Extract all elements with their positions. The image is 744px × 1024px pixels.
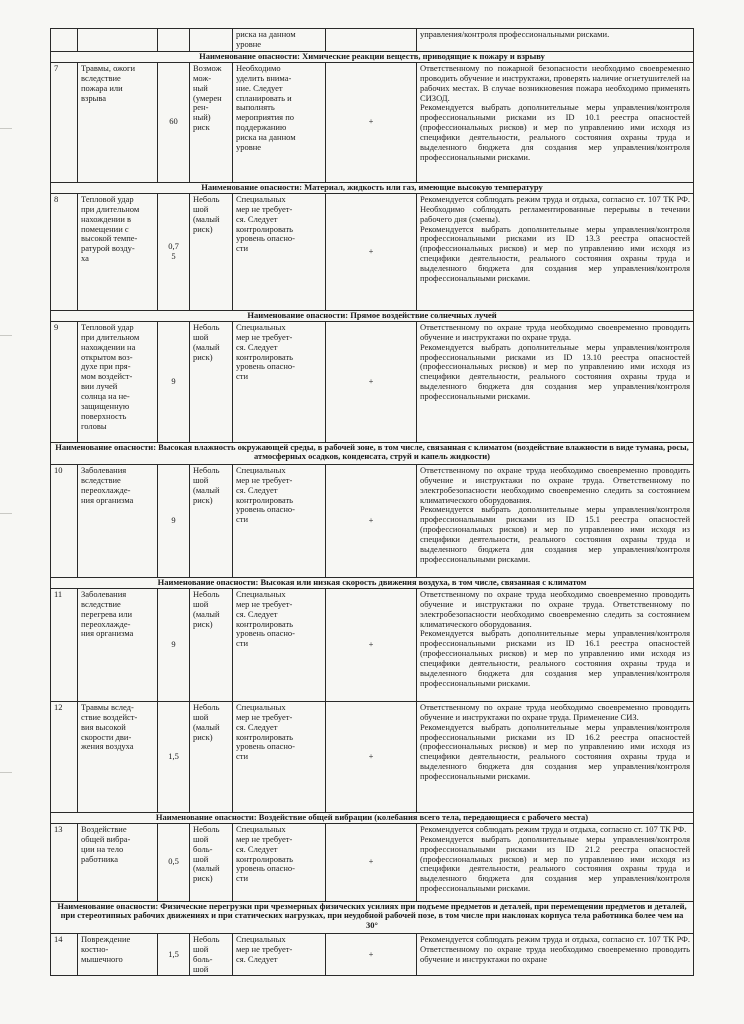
table-row: [51, 464, 694, 577]
section-title: Наименование опасности: Химические реакции веществ, приводящие к пожару и взрыву: [51, 51, 694, 62]
value-cell: 0,7 5: [158, 193, 190, 310]
level-cell: Неболь шой (малый риск): [190, 193, 233, 310]
section-header-row: [51, 182, 694, 193]
mark-cell: +: [326, 321, 417, 442]
section-title: Наименование опасности: Воздействие общей вибрации (колебания всего тела, передающиеся с рабочего места): [51, 812, 694, 823]
hazard-cell: Тепловой удар при длительном нахождении на открытом воз- духе при пря- мом воздейст- вии лучей солнца на не- защищенную поверхность головы: [78, 321, 158, 442]
measure-cell: Специальных мер не требует- ся. Следует контролировать уровень опасно- сти: [233, 588, 326, 701]
measure-cell: Специальных мер не требует- ся. Следует контролировать уровень опасно- сти: [233, 464, 326, 577]
row-num-cell: 11: [51, 588, 78, 701]
mark-cell: +: [326, 193, 417, 310]
table-row: [51, 29, 694, 52]
value-cell: [158, 29, 190, 52]
mark-cell: +: [326, 701, 417, 812]
row-num-cell: 8: [51, 193, 78, 310]
hazard-cell: Заболевания вследствие перегрева или переохлажде- ния организма: [78, 588, 158, 701]
mark-cell: +: [326, 823, 417, 901]
level-cell: Возмож мож- ный (умерен рен- ный) риск: [190, 62, 233, 182]
measure-cell: риска на данном уровне: [233, 29, 326, 52]
section-header-row: [51, 577, 694, 588]
section-header-row: [51, 901, 694, 933]
level-cell: Неболь шой боль- шой: [190, 933, 233, 976]
hazard-cell: Повреждение костно- мышечного: [78, 933, 158, 976]
recommendation-cell: Ответственному по пожарной безопасности необходимо своевременно проводить обучение и инструктажи, проверять наличие огнетушителей на рабочих местах. В случае возникновения пожара необходимо применять СИЗОД. Рекомендуется выбрать дополнительные меры управления/контроля профессиональными рисками из ID 10.1 реестра опасностей (профессиональных рисков) и мер по управлению ими исходя из специфики деятельности, реального состояния охраны труда и выделенного бюджета для создания мер управления/контроля профессиональными рисками.: [417, 62, 694, 182]
section-title: Наименование опасности: Прямое воздействие солнечных лучей: [51, 310, 694, 321]
section-header-row: [51, 442, 694, 464]
level-cell: Неболь шой (малый риск): [190, 701, 233, 812]
measure-cell: Специальных мер не требует- ся. Следует контролировать уровень опасно- сти: [233, 193, 326, 310]
measure-cell: Специальных мер не требует- ся. Следует: [233, 933, 326, 976]
mark-cell: +: [326, 588, 417, 701]
risk-assessment-sheet: [50, 28, 693, 976]
level-cell: Неболь шой (малый риск): [190, 321, 233, 442]
scan-edge-mark: [0, 513, 12, 514]
table-row: [51, 193, 694, 310]
row-num-cell: 13: [51, 823, 78, 901]
row-num-cell: 12: [51, 701, 78, 812]
hazard-cell: Тепловой удар при длительном нахождении в помещении с высокой темпе- ратурой возду- ха: [78, 193, 158, 310]
recommendation-cell: Ответственному по охране труда необходимо своевременно проводить обучение и инструктажи по охране труда. Ответственному по электробезопасности необходимо своевременно следить за состоянием климатического оборудования. Рекомендуется выбрать дополнительные меры управления/контроля профессиональными рисками из ID 16.1 реестра опасностей (профессиональных рисков) и мер по управлению ими исходя из специфики деятельности, реального состояния охраны труда и выделенного бюджета для создания мер управления/контроля профессиональными рисками.: [417, 588, 694, 701]
recommendation-cell: Ответственному по охране труда необходимо своевременно проводить обучение и инструктажи по охране труда. Ответственному по электробезопасности необходимо своевременно следить за состоянием климатического оборудования. Рекомендуется выбрать дополнительные меры управления/контроля профессиональными рисками из ID 15.1 реестра опасностей (профессиональных рисков) и мер по управлению ими исходя из специфики деятельности, реального состояния охраны труда и выделенного бюджета для создания мер управления/контроля профессиональными рисками.: [417, 464, 694, 577]
table-row: [51, 933, 694, 976]
level-cell: Неболь шой (малый риск): [190, 464, 233, 577]
recommendation-cell: Рекомендуется соблюдать режим труда и отдыха, согласно ст. 107 ТК РФ. Рекомендуется выбрать дополнительные меры управления/контроля профессиональными рисками из ID 21.2 реестра опасностей (профессиональных рисков) и мер по управлению ими исходя из специфики деятельности, реального состояния охраны труда и выделенного бюджета для создания мер управления/контроля профессиональными рисками.: [417, 823, 694, 901]
recommendation-cell: Рекомендуется соблюдать режим труда и отдыха, согласно ст. 107 ТК РФ. Необходимо соблюдать регламентированные перерывы в течении рабочего дня (смены). Рекомендуется выбрать дополнительные меры управления/контроля профессиональными рисками из ID 13.3 реестра опасностей (профессиональных рисков) и мер по управлению ими исходя из специфики деятельности, реального состояния охраны труда и выделенного бюджета для создания мер управления/контроля профессиональными рисками.: [417, 193, 694, 310]
row-num-cell: 10: [51, 464, 78, 577]
scan-edge-mark: [0, 335, 12, 336]
recommendation-cell: Рекомендуется соблюдать режим труда и отдыха, согласно ст. 107 ТК РФ. Ответственному по охране труда необходимо своевременно проводить обучение и инструктажи по охране: [417, 933, 694, 976]
row-num-cell: 9: [51, 321, 78, 442]
measure-cell: Необходимо уделить внима- ние. Следует спланировать и выполнять мероприятия по поддержанию риска на данном уровне: [233, 62, 326, 182]
mark-cell: +: [326, 933, 417, 976]
level-cell: [190, 29, 233, 52]
hazard-cell: Травмы вслед- ствие воздейст- вия высокой скорости дви- жения воздуха: [78, 701, 158, 812]
level-cell: Неболь шой (малый риск): [190, 588, 233, 701]
value-cell: 0,5: [158, 823, 190, 901]
section-header-row: [51, 310, 694, 321]
hazard-cell: Заболевания вследствие переохлажде- ния организма: [78, 464, 158, 577]
mark-cell: +: [326, 464, 417, 577]
recommendation-cell: Ответственному по охране труда необходимо своевременно проводить обучение и инструктажи по охране труда. Применение СИЗ. Рекомендуется выбрать дополнительные меры управления/контроля профессиональными рисками из ID 16.2 реестра опасностей (профессиональных рисков) и мер по управлению ими исходя из специфики деятельности, реального состояния охраны труда и выделенного бюджета для создания мер управления/контроля профессиональными рисками.: [417, 701, 694, 812]
table-row: [51, 588, 694, 701]
hazard-cell: Травмы, ожоги вследствие пожара или взрыва: [78, 62, 158, 182]
risk-table: [50, 28, 694, 976]
section-title: Наименование опасности: Высокая или низкая скорость движения воздуха, в том числе, связанная с климатом: [51, 577, 694, 588]
measure-cell: Специальных мер не требует- ся. Следует контролировать уровень опасно- сти: [233, 321, 326, 442]
recommendation-cell: Ответственному по охране труда необходимо своевременно проводить обучение и инструктажи по охране труда. Рекомендуется выбрать дополнительные меры управления/контроля профессиональными рисками из ID 13.10 реестра опасностей (профессиональных рисков) и мер по управлению ими исходя из специфики деятельности, реального состояния охраны труда и выделенного бюджета для создания мер управления/контроля профессиональными рисками.: [417, 321, 694, 442]
section-header-row: [51, 51, 694, 62]
value-cell: 60: [158, 62, 190, 182]
row-num-cell: 7: [51, 62, 78, 182]
scan-edge-mark: [0, 128, 12, 129]
mark-cell: +: [326, 62, 417, 182]
value-cell: 9: [158, 321, 190, 442]
section-title: Наименование опасности: Высокая влажность окружающей среды, в рабочей зоне, в том числе, связанная с климатом (воздействие влажности в виде тумана, росы, атмосферных осадков, конденсата, струй и капель жидкости): [51, 442, 694, 464]
section-title: Наименование опасности: Физические перегрузки при чрезмерных физических усилиях при подъеме предметов и деталей, при перемещении предметов и деталей, при стереотипных рабочих движениях и при статических нагрузках, при неудобной рабочей позе, в том числе при наклонах корпуса тела работника более чем на 30°: [51, 901, 694, 933]
value-cell: 1,5: [158, 933, 190, 976]
value-cell: 1,5: [158, 701, 190, 812]
value-cell: 9: [158, 464, 190, 577]
section-header-row: [51, 812, 694, 823]
table-row: [51, 62, 694, 182]
table-row: [51, 701, 694, 812]
measure-cell: Специальных мер не требует- ся. Следует контролировать уровень опасно- сти: [233, 701, 326, 812]
row-num-cell: [51, 29, 78, 52]
row-num-cell: 14: [51, 933, 78, 976]
level-cell: Неболь шой боль- шой (малый риск): [190, 823, 233, 901]
measure-cell: Специальных мер не требует- ся. Следует контролировать уровень опасно- сти: [233, 823, 326, 901]
recommendation-cell: управления/контроля профессиональными рисками.: [417, 29, 694, 52]
mark-cell: [326, 29, 417, 52]
table-row: [51, 823, 694, 901]
table-row: [51, 321, 694, 442]
value-cell: 9: [158, 588, 190, 701]
hazard-cell: [78, 29, 158, 52]
section-title: Наименование опасности: Материал, жидкость или газ, имеющие высокую температуру: [51, 182, 694, 193]
scan-edge-mark: [0, 772, 12, 773]
hazard-cell: Воздействие общей вибра- ции на тело работника: [78, 823, 158, 901]
